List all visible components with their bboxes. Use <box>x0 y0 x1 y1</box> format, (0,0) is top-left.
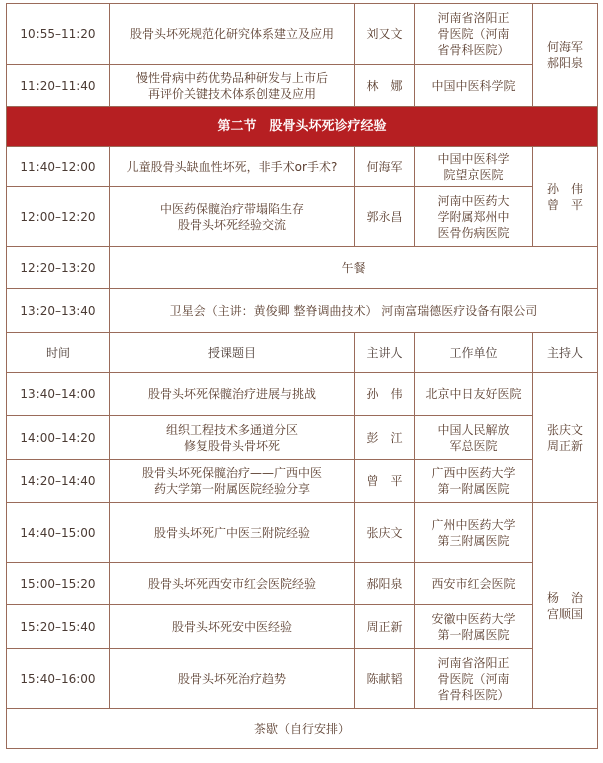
host-cell: 何海军 郝阳泉 <box>533 4 598 107</box>
tea-break-cell: 茶歇（自行安排） <box>7 709 598 749</box>
sponsor-cell: 卫星会（主讲：黄俊卿 整脊调曲技术） 河南富瑞德医疗设备有限公司 <box>110 289 598 333</box>
header-host: 主持人 <box>533 333 598 373</box>
table-row <box>7 605 598 649</box>
tea-break-row <box>7 709 598 749</box>
speaker-cell: 郭永昌 <box>355 187 415 247</box>
section-header-row <box>7 107 598 147</box>
unit-cell: 河南省洛阳正 骨医院（河南 省骨科医院） <box>415 649 533 709</box>
table-row <box>7 460 598 503</box>
speaker-cell: 林 娜 <box>355 65 415 107</box>
speaker-cell: 彭 江 <box>355 416 415 460</box>
topic-cell: 中医药保髋治疗带塌陷生存 股骨头坏死经验交流 <box>110 187 355 247</box>
topic-cell: 组织工程技术多通道分区 修复股骨头骨坏死 <box>110 416 355 460</box>
header-topic: 授课题目 <box>110 333 355 373</box>
speaker-cell: 刘又文 <box>355 4 415 65</box>
speaker-cell: 张庆文 <box>355 503 415 563</box>
unit-cell: 北京中日友好医院 <box>415 373 533 416</box>
sponsor-row <box>7 289 598 333</box>
speaker-cell: 何海军 <box>355 147 415 187</box>
time-cell: 13:40–14:00 <box>7 373 110 416</box>
table-row <box>7 649 598 709</box>
host-cell: 张庆文 周正新 <box>533 373 598 503</box>
table-row <box>7 503 598 563</box>
header-unit: 工作单位 <box>415 333 533 373</box>
topic-cell: 儿童股骨头缺血性坏死，非手术or手术? <box>110 147 355 187</box>
time-cell: 14:20–14:40 <box>7 460 110 503</box>
lunch-cell: 午餐 <box>110 247 598 289</box>
topic-cell: 股骨头坏死广中医三附院经验 <box>110 503 355 563</box>
table-row <box>7 373 598 416</box>
column-header-row <box>7 333 598 373</box>
schedule-table <box>6 3 598 749</box>
time-cell: 15:20–15:40 <box>7 605 110 649</box>
host-cell: 孙 伟 曾 平 <box>533 147 598 247</box>
time-cell: 15:40–16:00 <box>7 649 110 709</box>
unit-cell: 广西中医药大学 第一附属医院 <box>415 460 533 503</box>
time-cell: 13:20–13:40 <box>7 289 110 333</box>
time-cell: 15:00–15:20 <box>7 563 110 605</box>
time-cell: 10:55–11:20 <box>7 4 110 65</box>
topic-cell: 股骨头坏死安中医经验 <box>110 605 355 649</box>
unit-cell: 安徽中医药大学 第一附属医院 <box>415 605 533 649</box>
speaker-cell: 孙 伟 <box>355 373 415 416</box>
topic-cell: 股骨头坏死规范化研究体系建立及应用 <box>110 4 355 65</box>
unit-cell: 中国中医科学 院望京医院 <box>415 147 533 187</box>
speaker-cell: 郝阳泉 <box>355 563 415 605</box>
speaker-cell: 曾 平 <box>355 460 415 503</box>
table-row <box>7 65 598 107</box>
section-title: 第二节 股骨头坏死诊疗经验 <box>7 107 598 147</box>
unit-cell: 西安市红会医院 <box>415 563 533 605</box>
unit-cell: 河南省洛阳正 骨医院（河南 省骨科医院） <box>415 4 533 65</box>
topic-cell: 股骨头坏死保髋治疗——广西中医 药大学第一附属医院经验分享 <box>110 460 355 503</box>
host-cell: 杨 治 宫顺国 <box>533 503 598 709</box>
topic-cell: 慢性骨病中药优势品种研发与上市后 再评价关键技术体系创建及应用 <box>110 65 355 107</box>
speaker-cell: 周正新 <box>355 605 415 649</box>
time-cell: 14:40–15:00 <box>7 503 110 563</box>
header-time: 时间 <box>7 333 110 373</box>
table-row <box>7 4 598 65</box>
time-cell: 12:00–12:20 <box>7 187 110 247</box>
unit-cell: 河南中医药大 学附属郑州中 医骨伤病医院 <box>415 187 533 247</box>
speaker-cell: 陈献韬 <box>355 649 415 709</box>
table-row <box>7 563 598 605</box>
unit-cell: 中国人民解放 军总医院 <box>415 416 533 460</box>
table-row <box>7 187 598 247</box>
unit-cell: 中国中医科学院 <box>415 65 533 107</box>
unit-cell: 广州中医药大学 第三附属医院 <box>415 503 533 563</box>
time-cell: 14:00–14:20 <box>7 416 110 460</box>
topic-cell: 股骨头坏死西安市红会医院经验 <box>110 563 355 605</box>
header-speaker: 主讲人 <box>355 333 415 373</box>
topic-cell: 股骨头坏死治疗趋势 <box>110 649 355 709</box>
time-cell: 12:20–13:20 <box>7 247 110 289</box>
table-row <box>7 147 598 187</box>
time-cell: 11:20–11:40 <box>7 65 110 107</box>
topic-cell: 股骨头坏死保髋治疗进展与挑战 <box>110 373 355 416</box>
lunch-row <box>7 247 598 289</box>
time-cell: 11:40–12:00 <box>7 147 110 187</box>
table-row <box>7 416 598 460</box>
